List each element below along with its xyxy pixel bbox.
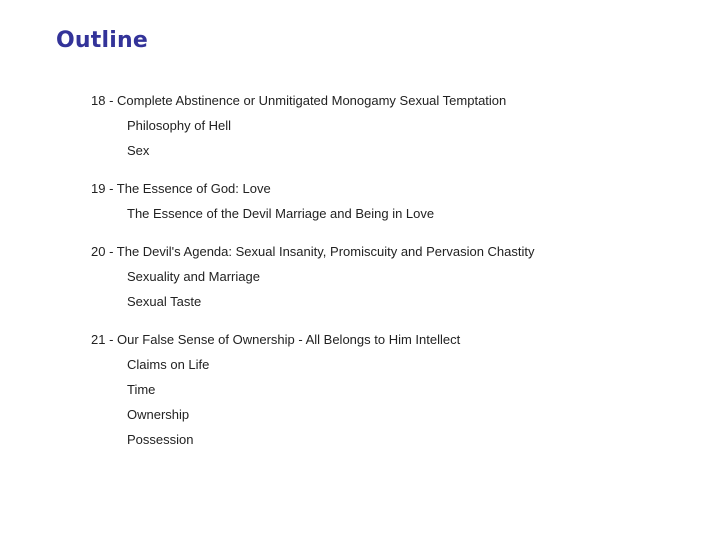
outline-section-18	[91, 92, 711, 159]
outline-section-21	[91, 331, 711, 448]
outline-item: Possession	[127, 432, 194, 447]
section-heading: 20 - The Devil's Agenda: Sexual Insanity, Promiscuity and Pervasion Chastity	[91, 244, 535, 259]
outline-item: Sexuality and Marriage	[127, 269, 260, 284]
outline-section-19	[91, 180, 711, 222]
outline-list	[91, 92, 711, 469]
section-heading: 19 - The Essence of God: Love	[91, 181, 271, 196]
page-title: Outline	[56, 28, 148, 53]
outline-item: Time	[127, 382, 156, 397]
outline-item: Sex	[127, 143, 150, 158]
section-heading: 18 - Complete Abstinence or Unmitigated Monogamy Sexual Temptation	[91, 93, 507, 108]
section-heading: 21 - Our False Sense of Ownership - All Belongs to Him Intellect	[91, 332, 461, 347]
outline-item: Ownership	[127, 407, 190, 422]
outline-item: Sexual Taste	[127, 294, 202, 309]
outline-item: Philosophy of Hell	[127, 118, 232, 133]
outline-item: Claims on Life	[127, 357, 210, 372]
outline-item: The Essence of the Devil Marriage and Being in Love	[127, 206, 435, 221]
outline-section-20	[91, 243, 711, 310]
